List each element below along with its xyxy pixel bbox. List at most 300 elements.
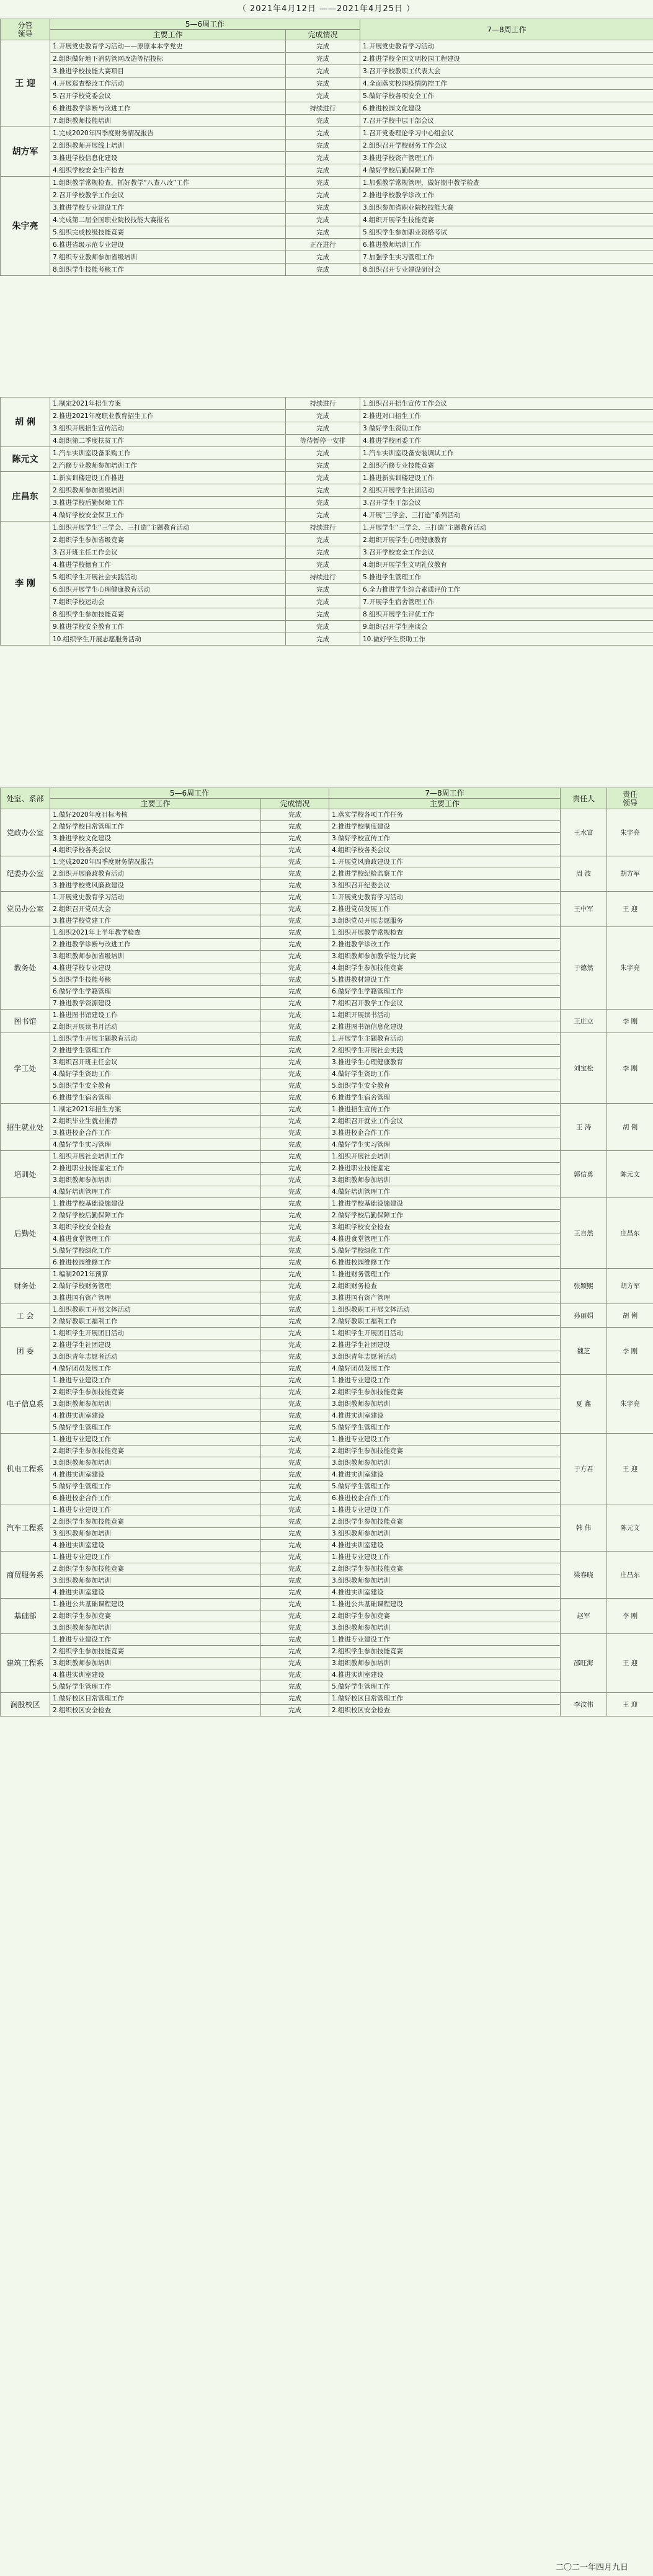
task-week-b: 1.组织开展教学常规检查 xyxy=(329,927,561,939)
task-week-b: 1.推进专业建设工作 xyxy=(329,1634,561,1646)
col-header-status: 完成情况 xyxy=(286,30,360,40)
task-week-b: 1.推进公共基础课程建设 xyxy=(329,1599,561,1610)
task-week-a: 6.推进教学诊断与改进工作 xyxy=(50,102,286,115)
table-row xyxy=(1,1493,653,1504)
dept-name: 工 会 xyxy=(1,1304,50,1328)
task-week-a: 2.推进职业技能鉴定工作 xyxy=(50,1163,261,1175)
task-week-a: 7.组织学校运动会 xyxy=(50,596,286,608)
leader-name: 朱宇亮 xyxy=(1,177,50,276)
table-row xyxy=(1,1104,653,1116)
table-row xyxy=(1,1057,653,1068)
col-header-status: 完成情况 xyxy=(261,799,329,809)
table-row xyxy=(1,251,653,264)
task-week-a: 8.组织学生参加技能竞赛 xyxy=(50,608,286,621)
task-status: 完成 xyxy=(261,856,329,868)
task-status: 完成 xyxy=(261,1233,329,1245)
leader-name: 庄昌东 xyxy=(607,1198,653,1269)
table-row xyxy=(1,1269,653,1281)
task-week-b: 1.做好校区日常管理工作 xyxy=(329,1693,561,1705)
table-row xyxy=(1,1339,653,1351)
col-header-main: 主要工作 xyxy=(50,799,261,809)
task-week-b: 2.推进对口招生工作 xyxy=(360,410,653,422)
task-week-a: 3.召开班主任工作会议 xyxy=(50,546,286,559)
task-week-b: 2.推进学校纪检监察工作 xyxy=(329,868,561,880)
task-status: 完成 xyxy=(261,1457,329,1469)
table-row xyxy=(1,1575,653,1587)
table-row xyxy=(1,1210,653,1222)
table-row xyxy=(1,1610,653,1622)
leader-name: 庄昌东 xyxy=(607,1552,653,1599)
task-week-a: 4.组织学校安全生产检查 xyxy=(50,164,286,177)
task-week-a: 3.组织教师参加省级培训 xyxy=(50,951,261,962)
task-week-a: 4.完成第二届全国职业院校技能大赛报名 xyxy=(50,214,286,226)
dept-name: 商贸服务系 xyxy=(1,1552,50,1599)
task-week-a: 2.组织学生参加技能竞赛 xyxy=(50,1563,261,1575)
task-week-b: 6.推进校园维修工作 xyxy=(329,1257,561,1269)
task-week-a: 2.推进2021年度职业教育招生工作 xyxy=(50,410,286,422)
task-week-a: 4.做好团员发展工作 xyxy=(50,1363,261,1375)
table-row xyxy=(1,621,653,633)
owner-name: 王自然 xyxy=(561,1198,607,1269)
task-week-a: 5.做好学生管理工作 xyxy=(50,1422,261,1434)
task-week-b: 2.推进学校全国文明校园工程建设 xyxy=(360,53,653,65)
task-week-b: 3.组织教师参加培训 xyxy=(329,1622,561,1634)
task-week-b: 4.推进实训室建设 xyxy=(329,1469,561,1481)
leader-name: 朱宇亮 xyxy=(607,927,653,1010)
task-week-b: 1.开展学生“三学会、三打造”主题教育活动 xyxy=(360,522,653,534)
table-row xyxy=(1,1504,653,1516)
task-status: 完成 xyxy=(261,939,329,951)
task-week-b: 2.组织学生参加竞赛 xyxy=(329,1610,561,1622)
table-row xyxy=(1,559,653,571)
table-row xyxy=(1,509,653,522)
owner-name: 于方君 xyxy=(561,1434,607,1504)
task-status: 完成 xyxy=(286,115,360,127)
table-row xyxy=(1,1139,653,1151)
task-week-a: 6.推进省级示范专业建设 xyxy=(50,239,286,251)
table-row xyxy=(1,1080,653,1092)
task-week-a: 2.做好教职工福利工作 xyxy=(50,1316,261,1328)
table-row xyxy=(1,1186,653,1198)
table-row xyxy=(1,1646,653,1658)
task-status: 完成 xyxy=(286,546,360,559)
leader-name: 王 迎 xyxy=(1,40,50,127)
table-row xyxy=(1,435,653,447)
task-week-b: 2.做好教职工福利工作 xyxy=(329,1316,561,1328)
task-status: 完成 xyxy=(286,422,360,435)
table-row xyxy=(1,127,653,140)
task-week-a: 3.推进学校后勤保障工作 xyxy=(50,497,286,509)
task-week-b: 5.做好学生管理工作 xyxy=(329,1422,561,1434)
task-week-b: 1.落实学校各项工作任务 xyxy=(329,809,561,821)
task-week-b: 3.组织教师参加培训 xyxy=(329,1398,561,1410)
task-week-a: 1.组织学生开展主题教育活动 xyxy=(50,1033,261,1045)
task-week-b: 4.推进实训室建设 xyxy=(329,1669,561,1681)
task-week-b: 1.推进专业建设工作 xyxy=(329,1375,561,1387)
task-week-a: 2.推进学生管理工作 xyxy=(50,1045,261,1057)
task-status: 完成 xyxy=(286,78,360,90)
task-status: 完成 xyxy=(261,892,329,904)
table-row xyxy=(1,951,653,962)
task-week-b: 1.组织教职工开展文体活动 xyxy=(329,1304,561,1316)
task-week-a: 2.组织学生参加技能竞赛 xyxy=(50,1387,261,1398)
task-week-b: 4.全面落实校园疫情防控工作 xyxy=(360,78,653,90)
task-status: 完成 xyxy=(261,1587,329,1599)
table-row xyxy=(1,40,653,53)
leader-name: 王 迎 xyxy=(607,1634,653,1693)
task-week-b: 3.组织教师参加培训 xyxy=(329,1575,561,1587)
task-status: 完成 xyxy=(261,833,329,845)
task-week-a: 1.做好校区日常管理工作 xyxy=(50,1693,261,1705)
task-week-a: 1.组织开展社会培训工作 xyxy=(50,1151,261,1163)
col-header-main: 主要工作 xyxy=(50,30,286,40)
owner-name: 王庄立 xyxy=(561,1010,607,1033)
table-row xyxy=(1,1127,653,1139)
task-status: 完成 xyxy=(261,1222,329,1233)
task-status: 正在进行 xyxy=(286,239,360,251)
task-week-a: 8.组织学生技能考核工作 xyxy=(50,264,286,276)
task-week-b: 4.做好学生资助工作 xyxy=(329,1068,561,1080)
table-row xyxy=(1,65,653,78)
table-row xyxy=(1,833,653,845)
task-week-b: 2.组织校区安全检查 xyxy=(329,1705,561,1717)
task-week-b: 1.推进学校基础设施建设 xyxy=(329,1198,561,1210)
task-status: 完成 xyxy=(261,1504,329,1516)
task-status: 完成 xyxy=(261,1387,329,1398)
task-week-a: 6.做好学生学籍管理 xyxy=(50,986,261,998)
task-week-b: 1.开展党史教育学习活动 xyxy=(360,40,653,53)
table-row xyxy=(1,1516,653,1528)
task-week-b: 2.做好学校后勤保障工作 xyxy=(329,1210,561,1222)
leader-name: 李 刚 xyxy=(607,1010,653,1033)
task-week-b: 2.组织召开就业工作会议 xyxy=(329,1116,561,1127)
task-week-b: 5.做好学生管理工作 xyxy=(329,1481,561,1493)
task-status: 完成 xyxy=(261,1610,329,1622)
task-week-a: 3.推进学校信息化建设 xyxy=(50,152,286,164)
table-row xyxy=(1,1563,653,1575)
leaders-table-2 xyxy=(0,397,653,646)
task-week-b: 8.组织开展学生评优工作 xyxy=(360,608,653,621)
task-status: 完成 xyxy=(261,1469,329,1481)
task-week-b: 10.做好学生资助工作 xyxy=(360,633,653,646)
table-row xyxy=(1,53,653,65)
task-week-b: 3.组织青年志愿者活动 xyxy=(329,1351,561,1363)
task-week-a: 2.汽修专业教师参加培训工作 xyxy=(50,460,286,472)
task-week-b: 1.组织开展读书活动 xyxy=(329,1010,561,1021)
dept-name: 教务处 xyxy=(1,927,50,1010)
table-row xyxy=(1,1528,653,1540)
table-row xyxy=(1,177,653,189)
table-row xyxy=(1,1622,653,1634)
col-header-week-b: 7—8周工作 xyxy=(329,788,561,799)
task-week-a: 4.推进实训室建设 xyxy=(50,1669,261,1681)
task-week-b: 6.推进学生宿舍管理 xyxy=(329,1092,561,1104)
task-status: 完成 xyxy=(261,1705,329,1717)
task-week-b: 3.做好学校宣传工作 xyxy=(329,833,561,845)
task-status: 完成 xyxy=(286,621,360,633)
owner-name: 韩 伟 xyxy=(561,1504,607,1552)
task-week-a: 4.组织第二季度扶贫工作 xyxy=(50,435,286,447)
task-week-a: 2.组织校区安全检查 xyxy=(50,1705,261,1717)
task-status: 完成 xyxy=(286,40,360,53)
task-status: 完成 xyxy=(261,1516,329,1528)
task-week-b: 1.加强教学常规管理，做好期中教学检查 xyxy=(360,177,653,189)
task-week-a: 6.推进学生宿舍管理 xyxy=(50,1092,261,1104)
task-week-a: 1.制定2021年招生方案 xyxy=(50,398,286,410)
task-status: 完成 xyxy=(261,1281,329,1292)
task-status: 完成 xyxy=(261,1269,329,1281)
table-row xyxy=(1,1281,653,1292)
leader-name: 王 迎 xyxy=(607,1434,653,1504)
task-week-b: 4.推进食堂管理工作 xyxy=(329,1233,561,1245)
task-week-b: 3.组织学校安全检查 xyxy=(329,1222,561,1233)
task-week-a: 1.推进专业建设工作 xyxy=(50,1504,261,1516)
task-week-b: 3.组织参加省职业院校技能大赛 xyxy=(360,202,653,214)
task-status: 完成 xyxy=(286,164,360,177)
task-week-a: 3.推进学校党风廉政建设 xyxy=(50,880,261,892)
table-row xyxy=(1,1705,653,1717)
task-status: 完成 xyxy=(286,264,360,276)
task-week-b: 3.推进学生心理健康教育 xyxy=(329,1057,561,1068)
task-week-b: 5.组织学生安全教育 xyxy=(329,1080,561,1092)
task-week-b: 4.推进实训室建设 xyxy=(329,1410,561,1422)
owner-name: 郭信勇 xyxy=(561,1151,607,1198)
task-week-b: 2.推进党员发展工作 xyxy=(329,904,561,915)
task-week-a: 6.组织开展学生心理健康教育活动 xyxy=(50,584,286,596)
task-week-b: 1.开展党风廉政建设工作 xyxy=(329,856,561,868)
task-week-a: 1.推进公共基础课程建设 xyxy=(50,1599,261,1610)
task-status: 完成 xyxy=(261,1363,329,1375)
table-row xyxy=(1,939,653,951)
task-week-b: 3.推进国有资产管理 xyxy=(329,1292,561,1304)
task-status: 完成 xyxy=(261,1481,329,1493)
leader-name: 陈元文 xyxy=(607,1504,653,1552)
task-status: 完成 xyxy=(261,1175,329,1186)
leader-name: 胡 俐 xyxy=(607,1104,653,1151)
task-status: 完成 xyxy=(286,472,360,484)
task-status: 完成 xyxy=(261,1104,329,1116)
task-week-a: 4.推进实训室建设 xyxy=(50,1540,261,1552)
leader-name: 胡方军 xyxy=(1,127,50,177)
task-week-a: 2.组织开展廉政教育活动 xyxy=(50,868,261,880)
task-status: 完成 xyxy=(286,65,360,78)
task-week-a: 1.推进专业建设工作 xyxy=(50,1434,261,1446)
task-week-a: 1.推进学校基础设施建设 xyxy=(50,1198,261,1210)
task-week-b: 3.推进学校资产管理工作 xyxy=(360,152,653,164)
task-status: 完成 xyxy=(261,845,329,856)
task-week-a: 2.组织学生参加竞赛 xyxy=(50,1610,261,1622)
task-status: 完成 xyxy=(261,1210,329,1222)
task-status: 完成 xyxy=(261,1540,329,1552)
task-status: 完成 xyxy=(261,1422,329,1434)
dept-name: 机电工程系 xyxy=(1,1434,50,1504)
owner-name: 刘宝松 xyxy=(561,1033,607,1104)
table-row xyxy=(1,1481,653,1493)
task-week-b: 3.组织教师参加教学能力比赛 xyxy=(329,951,561,962)
task-status: 完成 xyxy=(286,127,360,140)
task-week-a: 3.组织教师参加培训 xyxy=(50,1575,261,1587)
task-status: 完成 xyxy=(286,608,360,621)
leader-name: 李 刚 xyxy=(607,1328,653,1375)
task-status: 完成 xyxy=(286,497,360,509)
table-row xyxy=(1,809,653,821)
task-status: 完成 xyxy=(286,447,360,460)
task-week-b: 4.推进实训室建设 xyxy=(329,1587,561,1599)
task-week-b: 1.推进专业建设工作 xyxy=(329,1504,561,1516)
table-row xyxy=(1,856,653,868)
task-week-a: 3.组织开展招生宣传活动 xyxy=(50,422,286,435)
dept-name: 财务处 xyxy=(1,1269,50,1304)
table-row xyxy=(1,264,653,276)
task-week-a: 2.推进教学诊断与改进工作 xyxy=(50,939,261,951)
task-status: 完成 xyxy=(286,596,360,608)
leader-name: 王 迎 xyxy=(607,1693,653,1717)
table-row xyxy=(1,1021,653,1033)
col-header-leader: 责任 领导 xyxy=(607,788,653,809)
table-row xyxy=(1,1233,653,1245)
table-row xyxy=(1,484,653,497)
task-status: 完成 xyxy=(286,251,360,264)
task-week-a: 4.推进实训室建设 xyxy=(50,1410,261,1422)
table-row xyxy=(1,239,653,251)
task-week-b: 1.汽车实训室设备安装调试工作 xyxy=(360,447,653,460)
task-week-b: 2.推进图书馆信息化建设 xyxy=(329,1021,561,1033)
dept-name: 党政办公室 xyxy=(1,809,50,856)
dept-name: 基础部 xyxy=(1,1599,50,1634)
task-week-b: 7.开展学生宿舍管理工作 xyxy=(360,596,653,608)
task-week-a: 1.推进专业建设工作 xyxy=(50,1552,261,1563)
task-week-a: 2.做好学校财务管理 xyxy=(50,1281,261,1292)
leader-name: 李 刚 xyxy=(607,1599,653,1634)
table-row xyxy=(1,1599,653,1610)
task-week-a: 1.新实训楼建设工作推进 xyxy=(50,472,286,484)
task-status: 完成 xyxy=(261,962,329,974)
task-status: 完成 xyxy=(261,927,329,939)
table-row xyxy=(1,1681,653,1693)
task-week-a: 1.推进专业建设工作 xyxy=(50,1375,261,1387)
leader-name: 陈元文 xyxy=(607,1151,653,1198)
table-row xyxy=(1,1446,653,1457)
table-row xyxy=(1,522,653,534)
task-week-b: 5.推进教材建设工作 xyxy=(329,974,561,986)
dept-name: 招生就业处 xyxy=(1,1104,50,1151)
owner-name: 王水富 xyxy=(561,809,607,856)
table-row xyxy=(1,904,653,915)
table-row xyxy=(1,571,653,584)
task-week-b: 2.推进教学诊改工作 xyxy=(329,939,561,951)
task-status: 完成 xyxy=(261,1528,329,1540)
task-status: 完成 xyxy=(261,1599,329,1610)
task-week-a: 1.开展党史教育学习活动 xyxy=(50,892,261,904)
leader-name: 胡 俐 xyxy=(607,1304,653,1328)
task-week-b: 4.开展“三学会、三打造”系列活动 xyxy=(360,509,653,522)
table-row xyxy=(1,1587,653,1599)
table-row xyxy=(1,1316,653,1328)
task-week-b: 2.组织汽修专业技能竞赛 xyxy=(360,460,653,472)
task-week-b: 3.召开学校安全工作会议 xyxy=(360,546,653,559)
dept-name: 培训处 xyxy=(1,1151,50,1198)
leader-name: 胡 俐 xyxy=(1,398,50,447)
task-status: 完成 xyxy=(261,915,329,927)
task-week-a: 2.组织毕业生就业推荐 xyxy=(50,1116,261,1127)
task-week-a: 2.做好学校日常管理工作 xyxy=(50,821,261,833)
task-week-a: 3.组织青年志愿者活动 xyxy=(50,1351,261,1363)
table-row xyxy=(1,447,653,460)
footer-date: 二〇二一年四月九日 xyxy=(555,2563,628,2572)
task-week-a: 4.做好学生资助工作 xyxy=(50,1068,261,1080)
task-status: 完成 xyxy=(261,1646,329,1658)
task-week-a: 3.推进学校文化建设 xyxy=(50,833,261,845)
table-row xyxy=(1,1540,653,1552)
task-status: 完成 xyxy=(286,152,360,164)
task-week-b: 3.组织教师参加培训 xyxy=(329,1457,561,1469)
task-status: 完成 xyxy=(261,1493,329,1504)
owner-name: 王 涛 xyxy=(561,1104,607,1151)
table-row xyxy=(1,1398,653,1410)
task-week-a: 3.组织学校安全检查 xyxy=(50,1222,261,1233)
table-row xyxy=(1,892,653,904)
owner-name: 魏芝 xyxy=(561,1328,607,1375)
task-status: 完成 xyxy=(261,1033,329,1045)
col-header-owner: 责任人 xyxy=(561,788,607,809)
task-week-a: 1.编制2021年预算 xyxy=(50,1269,261,1281)
task-status: 完成 xyxy=(261,1339,329,1351)
table-row xyxy=(1,78,653,90)
task-week-b: 3.组织教师参加培训 xyxy=(329,1528,561,1540)
task-status: 完成 xyxy=(261,951,329,962)
task-status: 完成 xyxy=(261,1328,329,1339)
task-status: 完成 xyxy=(261,1693,329,1705)
table-row xyxy=(1,1410,653,1422)
dept-name: 团 委 xyxy=(1,1328,50,1375)
task-status: 完成 xyxy=(261,1021,329,1033)
table-row xyxy=(1,497,653,509)
task-status: 完成 xyxy=(286,460,360,472)
task-week-b: 2.组织学生参加技能竞赛 xyxy=(329,1446,561,1457)
task-week-b: 3.组织教师参加培训 xyxy=(329,1175,561,1186)
task-week-a: 9.推进学校安全教育工作 xyxy=(50,621,286,633)
task-week-a: 1.组织2021年上半年教学检查 xyxy=(50,927,261,939)
task-week-b: 3.组织教师参加培训 xyxy=(329,1658,561,1669)
table-row xyxy=(1,915,653,927)
task-week-a: 1.完成2020年四季度财务情况报告 xyxy=(50,856,261,868)
task-status: 完成 xyxy=(286,189,360,202)
table-row xyxy=(1,140,653,152)
col-header-week-b: 7—8周工作 xyxy=(360,19,653,40)
table-row xyxy=(1,1634,653,1646)
task-week-b: 1.开展党史教育学习活动 xyxy=(329,892,561,904)
table-row xyxy=(1,202,653,214)
task-status: 完成 xyxy=(261,1398,329,1410)
table-row xyxy=(1,1387,653,1398)
table-row xyxy=(1,1693,653,1705)
task-week-a: 3.组织教师参加培训 xyxy=(50,1622,261,1634)
owner-name: 王中军 xyxy=(561,892,607,927)
table-row xyxy=(1,1422,653,1434)
table-row xyxy=(1,596,653,608)
task-week-b: 4.做好团员发展工作 xyxy=(329,1363,561,1375)
task-week-b: 2.组织开展学生社团活动 xyxy=(360,484,653,497)
dept-name: 图书馆 xyxy=(1,1010,50,1033)
task-week-a: 1.组织学生开展团日活动 xyxy=(50,1328,261,1339)
table-row xyxy=(1,868,653,880)
task-week-a: 5.召开学校党委会议 xyxy=(50,90,286,102)
task-status: 完成 xyxy=(261,1092,329,1104)
task-week-a: 1.组织开展学生“三学会、三打造”主题教育活动 xyxy=(50,522,286,534)
task-week-a: 5.做好学校绿化工作 xyxy=(50,1245,261,1257)
task-status: 等待暂停一安排 xyxy=(286,435,360,447)
task-status: 完成 xyxy=(261,1375,329,1387)
